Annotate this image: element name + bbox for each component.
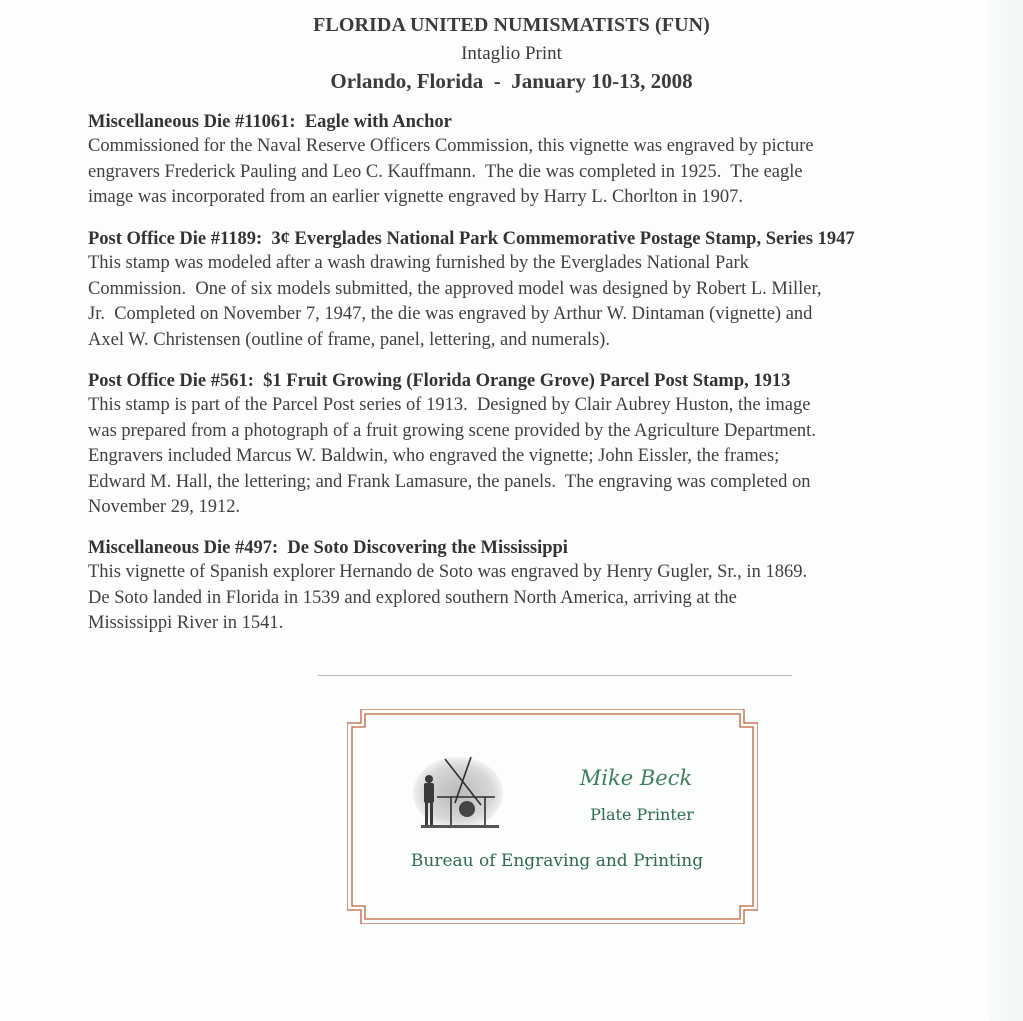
section-eagle-anchor (88, 110, 948, 211)
plate-printer-vignette (411, 753, 506, 833)
organization-name: Bureau of Engraving and Printing (410, 851, 704, 871)
page-subtitle: Intaglio Print (461, 43, 562, 64)
body-line: This stamp was modeled after a wash drawing furnished by the Everglades National Park (88, 253, 749, 273)
section-title: Post Office Die #561: $1 Fruit Growing (Florida Orange Grove) Parcel Post Stamp, 1913 (88, 371, 791, 391)
body-line: November 29, 1912. (88, 497, 241, 517)
section-body (88, 251, 948, 353)
body-line: Axel W. Christensen (outline of frame, panel, lettering, and numerals). (88, 329, 610, 350)
body-line: image was incorporated from an earlier vignette engraved by Harry L. Chorlton in 1907. (88, 187, 743, 207)
body-line: Commissioned for the Naval Reserve Officers Commission, this vignette was engraved by picture (88, 136, 814, 156)
section-everglades (88, 227, 948, 353)
section-title: Miscellaneous Die #497: De Soto Discovering the Mississippi (88, 538, 568, 558)
section-body (88, 560, 948, 637)
section-title: Miscellaneous Die #11061: Eagle with Anchor (88, 112, 452, 132)
section-body (88, 134, 948, 211)
page-title: FLORIDA UNITED NUMISMATISTS (FUN) (313, 14, 710, 36)
body-line: Jr. Completed on November 7, 1947, the die was engraved by Arthur W. Dintaman (vignette) and (88, 304, 813, 324)
body-line: This vignette of Spanish explorer Hernando de Soto was engraved by Henry Gugler, Sr., in 1869. (88, 562, 808, 582)
signature: Mike Beck (579, 766, 693, 790)
section-de-soto (88, 536, 948, 637)
body-line: was prepared from a photograph of a fruit growing scene provided by the Agriculture Department. (88, 420, 816, 441)
job-title: Plate Printer (590, 805, 694, 824)
body-line: Engravers included Marcus W. Baldwin, who engraved the vignette; John Eissler, the frames; (88, 446, 780, 466)
body-line: This stamp is part of the Parcel Post series of 1913. Designed by Clair Aubrey Huston, the image (88, 395, 811, 415)
body-line: Commission. One of six models submitted, the approved model was designed by Robert L. Miller, (88, 278, 822, 299)
body-line: Mississippi River in 1541. (88, 613, 284, 633)
printer-card (347, 709, 758, 924)
section-fruit-growing (88, 369, 948, 521)
card-top-edge (318, 675, 792, 676)
body-line: De Soto landed in Florida in 1539 and explored southern North America, arriving at the (88, 587, 737, 608)
location-date: Orlando, Florida - January 10-13, 2008 (330, 69, 693, 93)
page-edge-shadow (989, 0, 1023, 1021)
body-line: engravers Frederick Pauling and Leo C. Kauffmann. The die was completed in 1925. The eagle (88, 161, 803, 182)
section-body (88, 393, 948, 521)
body-line: Edward M. Hall, the lettering; and Frank Lamasure, the panels. The engraving was completed on (88, 471, 811, 492)
section-title: Post Office Die #1189: 3¢ Everglades National Park Commemorative Postage Stamp, Series 1947 (88, 229, 855, 249)
